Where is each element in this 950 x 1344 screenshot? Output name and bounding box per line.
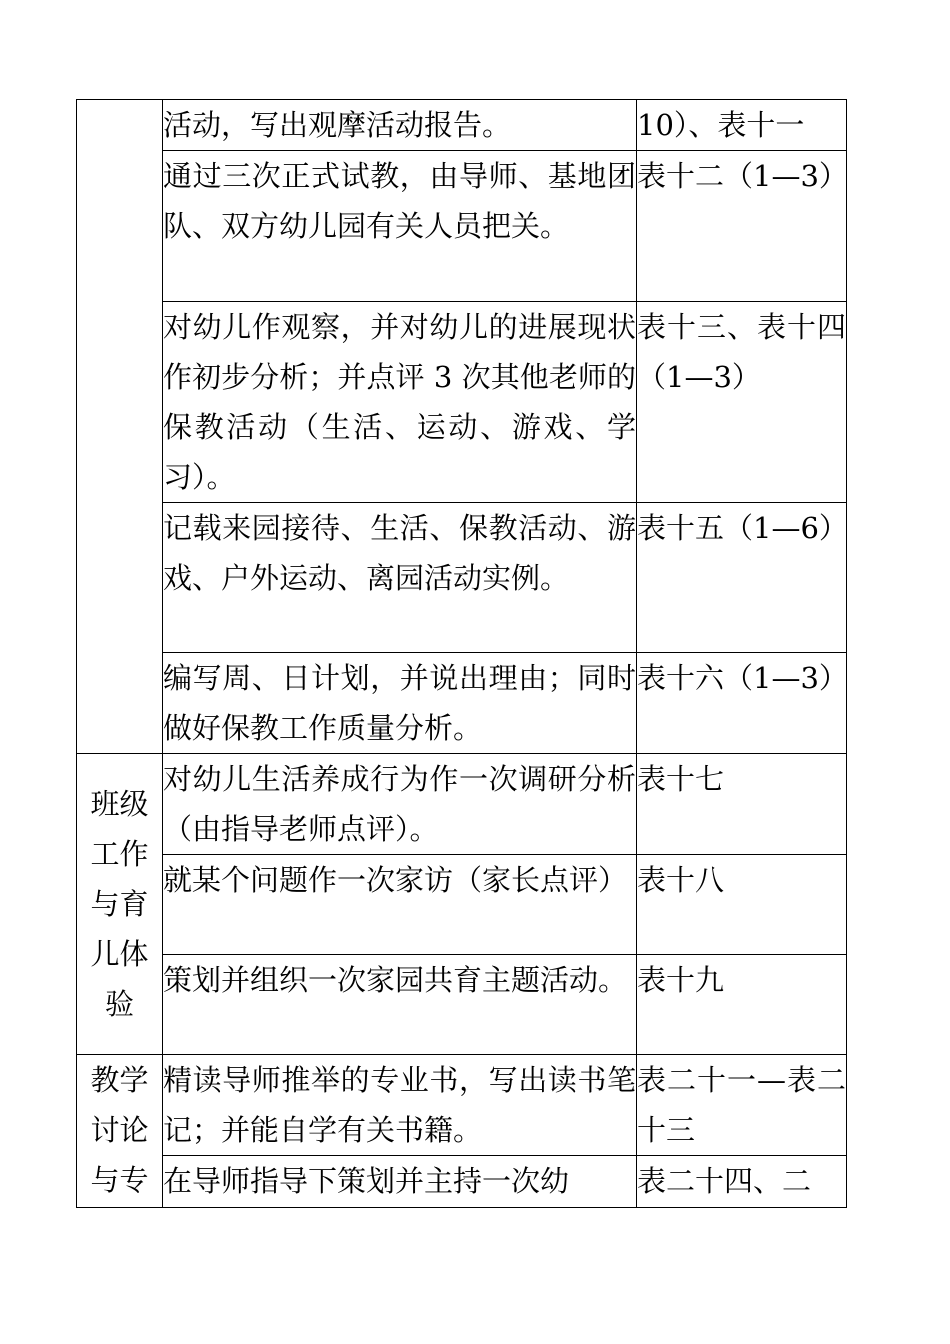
form-cell: 表十九 [637,955,847,1055]
form-cell: 表十三、表十四（1—3） [637,302,847,503]
task-cell: 对幼儿生活养成行为作一次调研分析（由指导老师点评）。 [163,754,637,855]
task-cell: 对幼儿作观察，并对幼儿的进展现状作初步分析；并点评 3 次其他老师的保教活动（生活、运动、游戏、学习）。 [163,302,637,503]
task-cell: 活动，写出观摩活动报告。 [163,100,637,151]
table-row [77,1055,847,1156]
table-row [77,302,847,503]
table-row [77,855,847,955]
form-cell: 表十八 [637,855,847,955]
category-cell-empty [77,100,163,754]
task-cell: 记载来园接待、生活、保教活动、游戏、户外运动、离园活动实例。 [163,503,637,653]
form-cell: 表十七 [637,754,847,855]
table-row [77,1156,847,1208]
form-cell: 表二十一—表二十三 [637,1055,847,1156]
task-cell: 在导师指导下策划并主持一次幼 [163,1156,637,1208]
task-cell: 编写周、日计划，并说出理由；同时做好保教工作质量分析。 [163,653,637,754]
task-cell: 策划并组织一次家园共育主题活动。 [163,955,637,1055]
task-cell: 通过三次正式试教，由导师、基地团队、双方幼儿园有关人员把关。 [163,151,637,302]
table-row [77,151,847,302]
form-cell: 表十六（1—3） [637,653,847,754]
category-cell: 教学讨论与专 [77,1055,163,1208]
form-cell: 表十五（1—6） [637,503,847,653]
table-row [77,653,847,754]
task-cell: 就某个问题作一次家访（家长点评） [163,855,637,955]
category-cell: 班级工作与育儿体验 [77,754,163,1055]
form-cell: 表十二（1—3） [637,151,847,302]
table-row [77,503,847,653]
table-row [77,955,847,1055]
task-cell: 精读导师推举的专业书，写出读书笔记；并能自学有关书籍。 [163,1055,637,1156]
table-row [77,100,847,151]
form-cell: 表二十四、二 [637,1156,847,1208]
table-row [77,754,847,855]
practice-requirements-table [76,99,847,1208]
form-cell: 10）、表十一 [637,100,847,151]
